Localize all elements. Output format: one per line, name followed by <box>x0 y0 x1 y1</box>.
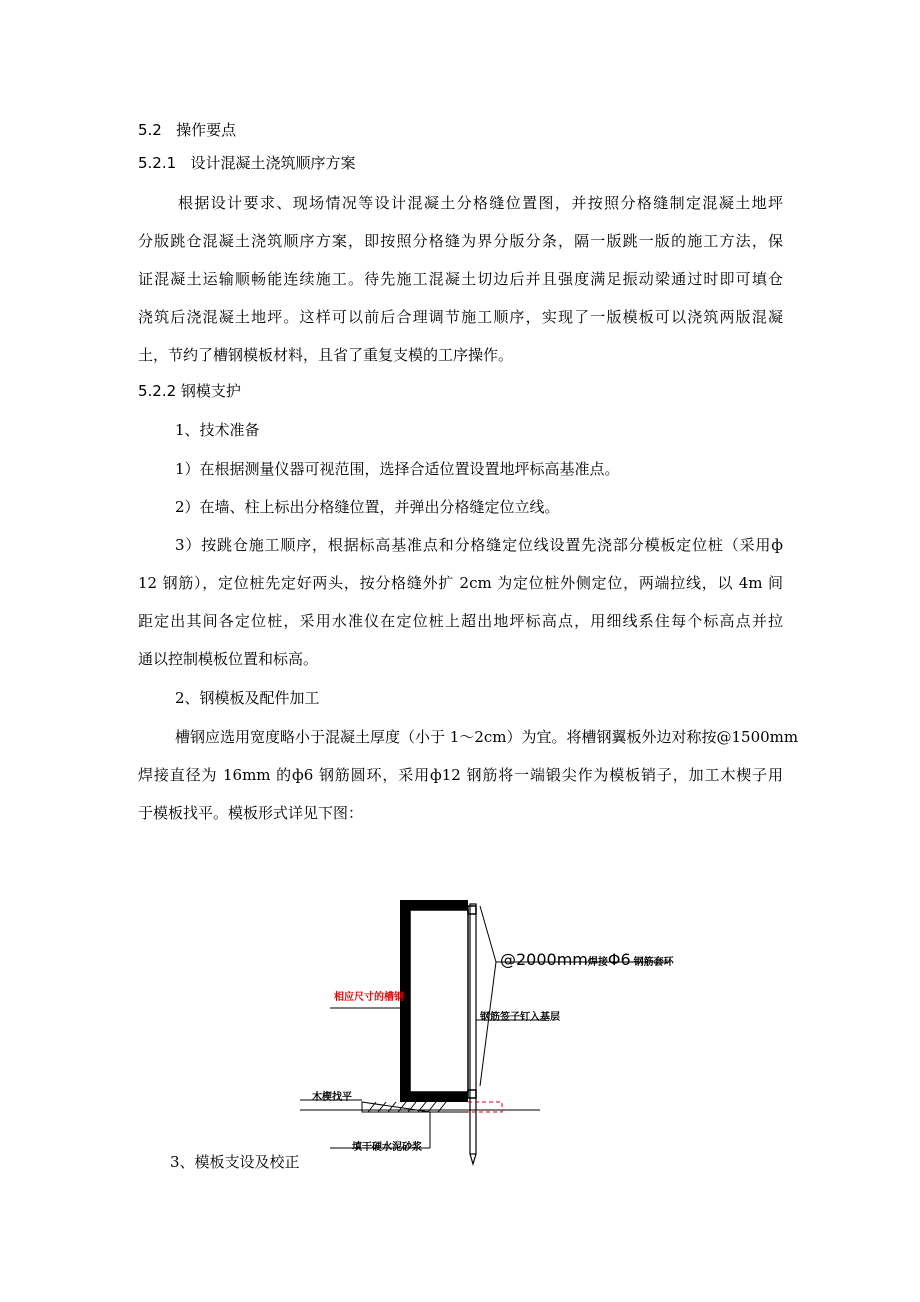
para2-line: 于模板找平。模板形式详见下图： <box>138 804 364 822</box>
para1-line: 土，节约了槽钢模板材料，且省了重复支模的工序操作。 <box>138 346 514 364</box>
section-5-2-2-heading: 5.2.2 钢模支护 <box>138 382 241 400</box>
step1-text: 1）在根据测量仪器可视范围，选择合适位置设置地坪标高基准点。 <box>175 460 620 478</box>
section-5-2-heading <box>138 120 236 140</box>
mortar-label: 填干硬水泥砂浆 <box>352 1142 422 1153</box>
channel-label: 相应尺寸的槽钢 <box>334 992 404 1003</box>
section-title: 操作要点 <box>176 121 237 139</box>
formwork-diagram <box>300 880 720 1174</box>
item1-heading: 1、技术准备 <box>175 421 260 439</box>
section-5-2-1-heading <box>138 153 356 173</box>
para1-line: 根据设计要求、现场情况等设计混凝土分格缝位置图，并按照分格缝制定混凝土地坪 <box>178 194 783 212</box>
pin-label: 钢筋签子钉入基层 <box>480 1012 560 1023</box>
section-number: 5.2.1 <box>138 154 177 172</box>
step3-line: 通以控制模板位置和标高。 <box>138 650 319 668</box>
channel-inner-outline <box>410 910 468 1092</box>
ring-bottom <box>468 1090 476 1098</box>
wedge-label: 木楔找平 <box>312 1092 352 1103</box>
item3-heading: 3、模板支设及校正 <box>170 1153 300 1171</box>
para1-line: 证混凝土运输顺畅能连续施工。待先施工混凝土切边后并且强度满足振动梁通过时即可填仓 <box>138 270 783 288</box>
section-title: 设计混凝土浇筑顺序方案 <box>190 154 356 172</box>
ring-top <box>468 906 476 914</box>
channel-top-flange <box>400 900 468 910</box>
step3-line: 12 钢筋），定位桩先定好两头，按分格缝外扩 2cm 为定位桩外侧定位，两端拉线，以 4m 间 <box>138 574 783 592</box>
para1-line: 浇筑后浇混凝土地坪。这样可以前后合理调节施工顺序，实现了一版模板可以浇筑两版混凝 <box>138 308 783 326</box>
section-number: 5.2 <box>138 121 162 139</box>
para1-line: 分版跳仓混凝土浇筑顺序方案，即按照分格缝为界分版分条，隔一版跳一版的施工方法，保 <box>138 232 783 250</box>
step3-line: 距定出其间各定位桩，采用水准仪在定位桩上超出地坪标高点，用细线系住每个标高点并拉 <box>138 612 783 630</box>
para2-line: 焊接直径为 16mm 的ф6 钢筋圆环，采用ф12 钢筋将一端锻尖作为模板销子，加工木楔子用 <box>138 766 783 784</box>
channel-bottom-flange <box>400 1092 468 1102</box>
item2-heading: 2、钢模板及配件加工 <box>175 689 320 707</box>
step2-text: 2）在墙、柱上标出分格缝位置，并弹出分格缝定位立线。 <box>175 498 560 516</box>
ring-label: @2000mm焊接Φ6 钢筋套环 <box>500 950 674 969</box>
para2-line: 槽钢应选用宽度略小于混凝土厚度（小于 1～2cm）为宜。将槽钢翼板外边对称按@1500mm <box>175 728 799 746</box>
steel-pin <box>470 904 476 1154</box>
step3-line: 3）按跳仓施工顺序，根据标高基准点和分格缝定位线设置先浇部分模板定位桩（采用ф <box>175 536 783 554</box>
